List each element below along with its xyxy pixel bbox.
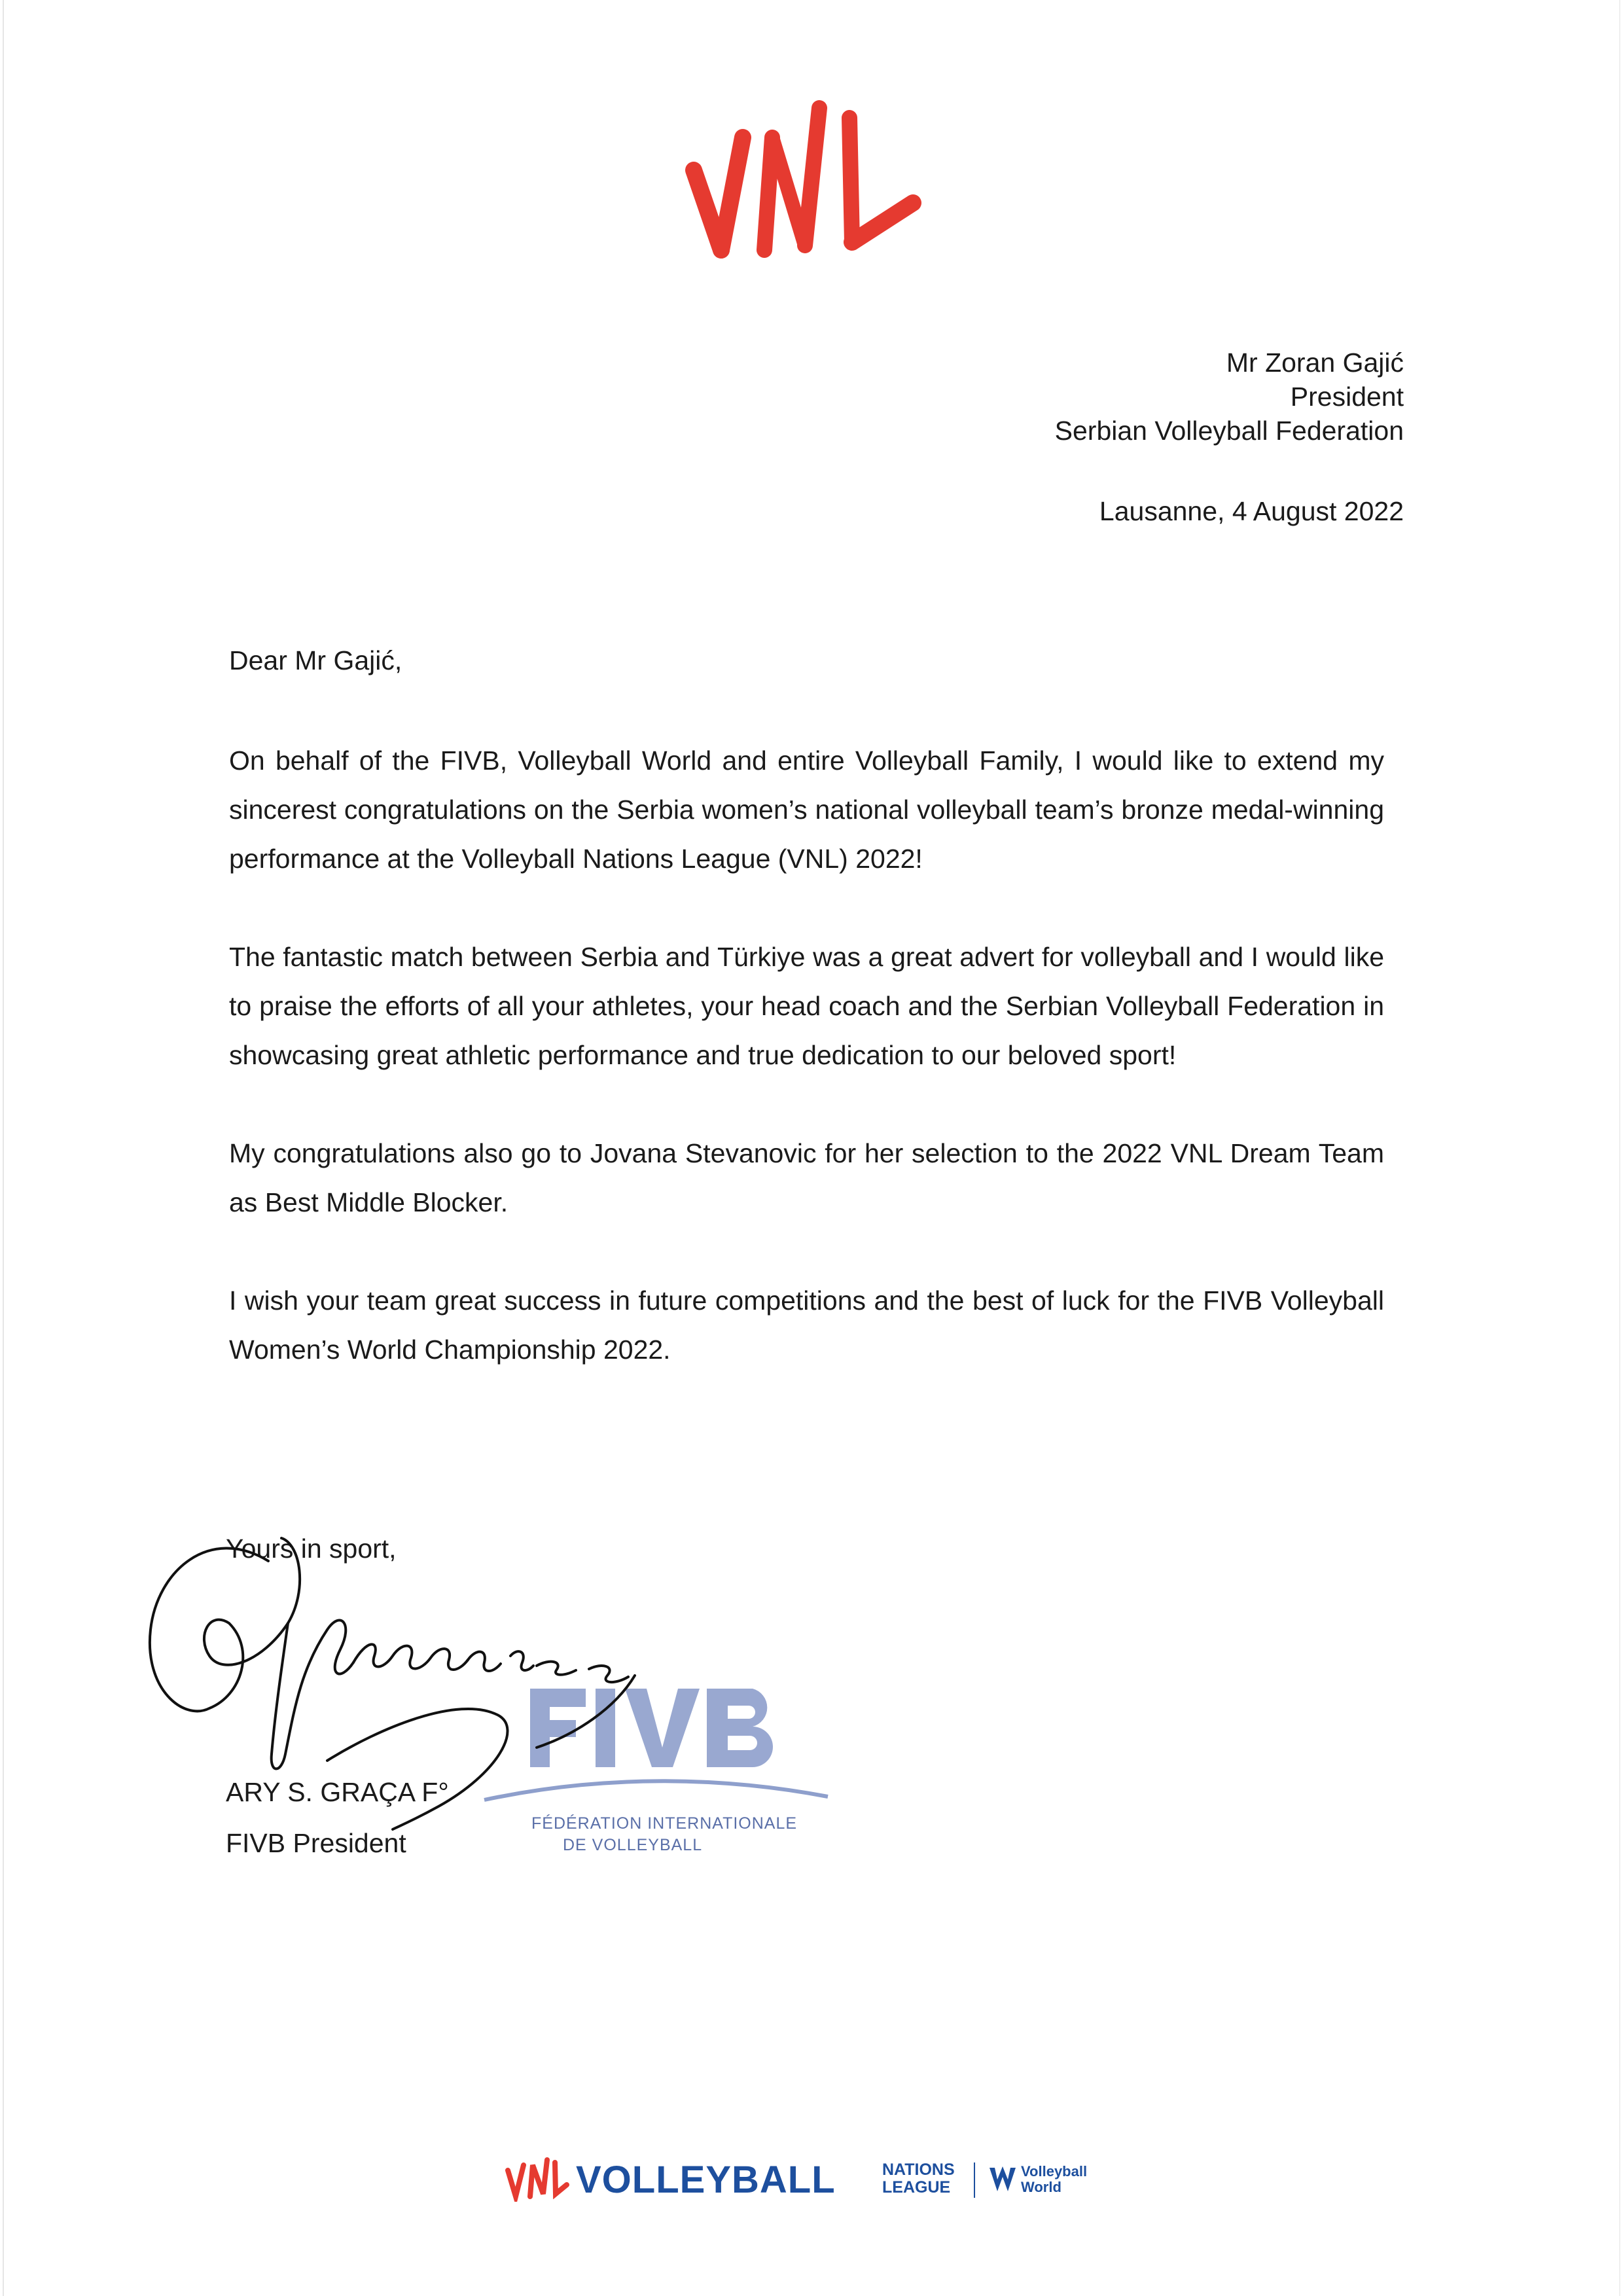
footer-volleyball-world (1021, 2164, 1087, 2195)
footer-nations: NATIONS (882, 2161, 955, 2179)
footer-divider (974, 2162, 975, 2198)
recipient-block (1055, 346, 1404, 448)
footer-wordmark: VOLLEYBALL (576, 2159, 836, 2201)
scan-edge-right (1619, 0, 1620, 2296)
stamp-text-line1: FÉDÉRATION INTERNATIONALE (531, 1814, 798, 1833)
salutation: Dear Mr Gajić, (229, 645, 402, 675)
footer-vw-line2: World (1021, 2179, 1061, 2195)
closing-line: Yours in sport, (226, 1534, 397, 1564)
paragraph-3: My congratulations also go to Jovana Stevanovic for her selection to the 2022 VNL Dream Team as Best Middle Blocker. (229, 1138, 1384, 1217)
recipient-name: Mr Zoran Gajić (1226, 348, 1404, 378)
footer-nations-league (882, 2161, 955, 2197)
recipient-title: President (1290, 382, 1404, 412)
footer-league: LEAGUE (882, 2178, 951, 2197)
paragraph-2: The fantastic match between Serbia and Türkiye was a great advert for volleyball and I would like to praise the efforts of all your athletes, your head coach and the Serbian Volleyball Federation in showcasing great athletic performance and true dedication to our beloved sport! (229, 942, 1384, 1070)
footer-vw-line1: Volleyball (1021, 2163, 1088, 2179)
signatory-name: ARY S. GRAÇA F° (226, 1777, 449, 1807)
vnl-logo (681, 98, 929, 268)
signatory-title: FIVB President (226, 1828, 406, 1858)
recipient-organization: Serbian Volleyball Federation (1054, 416, 1404, 446)
paragraph-4: I wish your team great success in future competitions and the best of luck for the FIVB Volleyball Women’s World Championship 2022. (229, 1285, 1384, 1365)
paragraph-1: On behalf of the FIVB, Volleyball World and entire Volleyball Family, I would like to extend my sincerest congratulations on the Serbia women’s national volleyball team’s bronze medal-winning performance at the Volleyball Nations League (VNL) 2022! (229, 745, 1384, 874)
date-line: Lausanne, 4 August 2022 (1099, 496, 1404, 526)
footer-branding (504, 2153, 1158, 2206)
footer-vnl-logo (504, 2156, 569, 2202)
volleyball-world-icon (988, 2164, 1017, 2195)
scan-edge-left (3, 0, 4, 2296)
stamp-text-line2: DE VOLLEYBALL (563, 1836, 703, 1854)
